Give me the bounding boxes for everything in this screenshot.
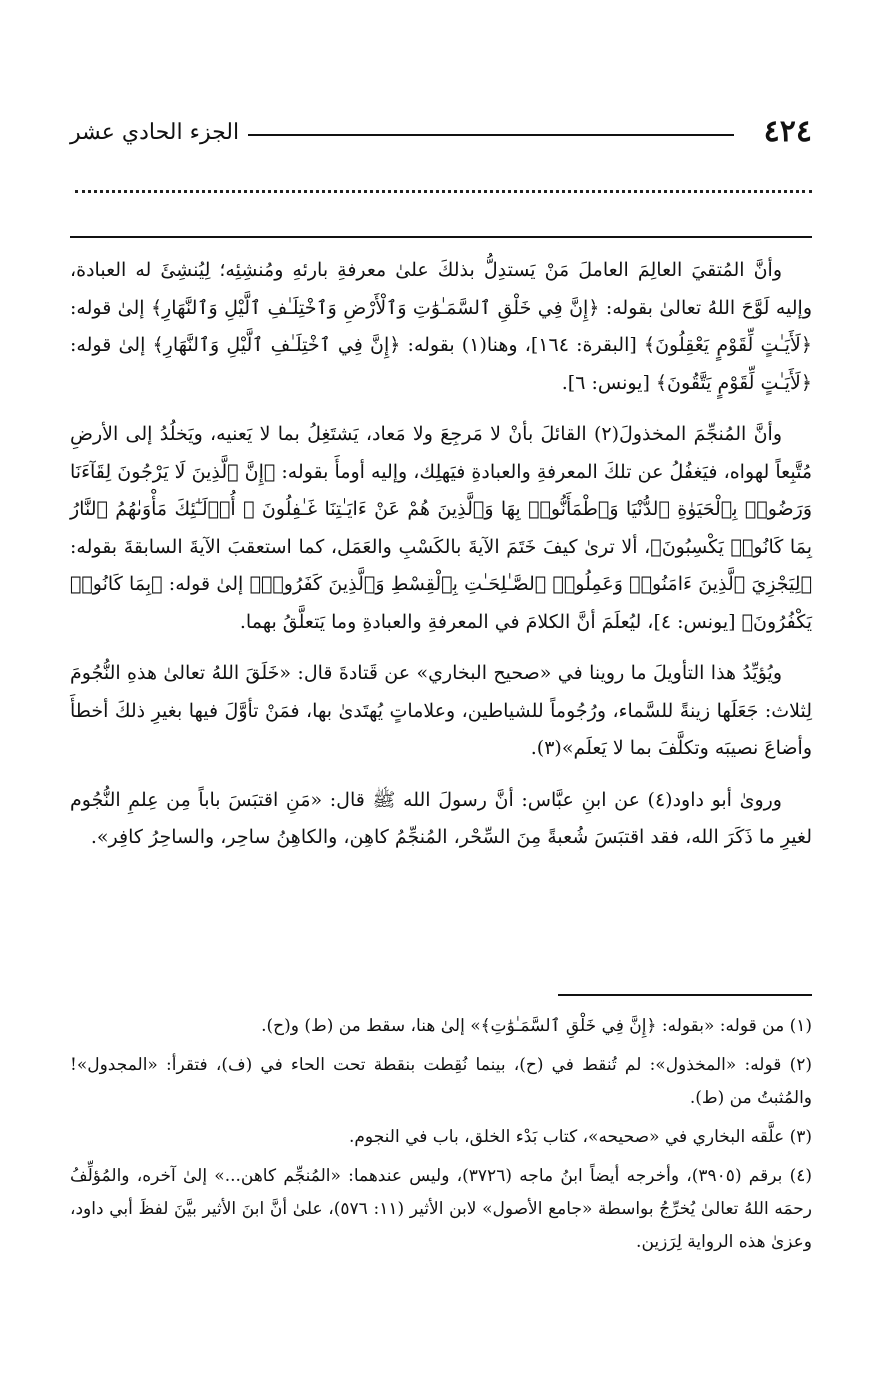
footnote: (٣) علَّقه البخاري في «صحيحه»، كتاب بَدْء الخلق، باب في النجوم. [348,1127,812,1147]
paragraph: وروىٰ أبو داود(٤) عن ابنِ عبَّاس: أنَّ رسولَ الله ﷺ قال: «مَنِ اقتبَسَ باباً مِن عِلمِ النُّجُوم لغيرِ ما ذَكَرَ الله، فقد اقتبَسَ شُعبةً مِنَ السِّحْر، المُنجِّمُ كاهِن، والكاهِنُ ساحِر، والساحِرُ كافِر». [70,788,812,848]
footnote: (١) من قوله: «بقوله: ﴿إِنَّ فِي خَلْقِ ٱلسَّمَـٰوَٰتِ﴾» إلىٰ هنا، سقط من (ط) و(ح). [261,1016,812,1036]
header-rule [248,134,734,136]
footnote: (٢) قوله: «المخذول»: لم تُنقط في (ح)، بينما نُقِطت بنقطة تحت الحاء في (ف)، فتقرأ: «المجدول»! والمُثبتُ من (ط). [70,1055,812,1108]
footnote-rule [558,994,812,996]
paragraph: وأنَّ المُتقيَ العالِمَ العاملَ مَنْ يَستدِلُّ بذلكَ علىٰ معرفةِ بارئهِ ومُنشِئِه؛ لِيُنشِئَ له العبادة، وإليه لَوَّحَ اللهُ تعالىٰ بقوله: ﴿إِنَّ فِي خَلْقِ ٱلسَّمَـٰوَٰتِ وَٱلْأَرْضِ وَٱخْتِلَـٰفِ ٱلَّيْلِ وَٱلنَّهَارِ﴾ إلىٰ قوله: ﴿لَأَيَـٰتٍ لِّقَوْمٍ يَعْقِلُونَ﴾ [البقرة: ١٦٤]، وهنا(١) بقوله: ﴿إِنَّ فِي ٱخْتِلَـٰفِ ٱلَّيْلِ وَٱلنَّهَارِ﴾ إلىٰ قوله: ﴿لَأَيَـٰتٍ لِّقَوْمٍ يَتَّقُونَ﴾ [يونس: ٦]. [70,259,812,394]
running-title: الجزء الحادي عشر [70,120,240,145]
dotted-separator [75,190,812,209]
paragraph: ويُؤيِّدُ هذا التأويلَ ما روينا في «صحيح البخاري» عن قَتادةَ قال: «خَلَقَ اللهُ تعالىٰ هذهِ النُّجُومَ لِثلاث: جَعَلَها زينةً للسَّماء، ورُجُوماً للشياطين، وعلاماتٍ يُهتَدىٰ بها، فمَنْ تأوَّلَ فيها بغيرِ ذلكَ أخطأَ وأضاعَ نصيبَه وتكلَّفَ بما لا يَعلَم»(٣). [70,662,812,759]
top-rule [70,236,812,238]
paragraph: وأنَّ المُنجِّمَ المخذولَ(٢) القائلَ بأنْ لا مَرجِعَ ولا مَعاد، يَشتَغِلُ بما لا يَعنيه، ويَخلُدُ إلى الأرضِ مُتَّبِعاً لهواه، فيَغفُلُ عن تلكَ المعرفةِ والعبادةِ فيَهلِك، وإليه أومأَ بقوله: ﴿إِنَّ ٱلَّذِينَ لَا يَرْجُونَ لِقَآءَنَا وَرَضُوا۟ بِٱلْحَيَوٰةِ ٱلدُّنْيَا وَٱطْمَأَنُّوا۟ بِهَا وَٱلَّذِينَ هُمْ عَنْ ءَايَـٰتِنَا غَـٰفِلُونَ ۞ أُو۟لَـٰٓئِكَ مَأْوَىٰهُمُ ٱلنَّارُ بِمَا كَانُوا۟ يَكْسِبُونَ﴾، ألا ترىٰ كيفَ خَتَمَ الآيةَ بالكَسْبِ والعَمَل، كما استعقبَ الآيةَ السابقةَ بقوله: ﴿لِيَجْزِيَ ٱلَّذِينَ ءَامَنُوا۟ وَعَمِلُوا۟ ٱلصَّـٰلِحَـٰتِ بِٱلْقِسْطِ وَٱلَّذِينَ كَفَرُوا۟﴾ إلىٰ قوله: ﴿بِمَا كَانُوا۟ يَكْفُرُونَ﴾ [يونس: ٤]، ليُعلَمَ أنَّ الكلامَ في المعرفةِ والعبادةِ وما يَتعلَّقُ بهما. [70,423,812,633]
page-header [70,112,812,156]
page-number: ٤٢٤ [763,114,812,149]
main-text [70,252,812,871]
footnote: (٤) برقم (٣٩٠٥)، وأخرجه أيضاً ابنُ ماجه (٣٧٢٦)، وليس عندهما: «المُنجِّم كاهن...» إلىٰ آخره، والمُؤلِّفُ رحمَه اللهُ تعالىٰ يُخرِّجُ بواسطة «جامع الأصول» لابن الأثير (١١: ٥٧٦)، علىٰ أنَّ ابنَ الأثير بيَّنَ لفظَ أبي داود، وعزىٰ هذه الرواية لِرَزين. [70,1166,813,1252]
footnotes [70,1010,812,1265]
